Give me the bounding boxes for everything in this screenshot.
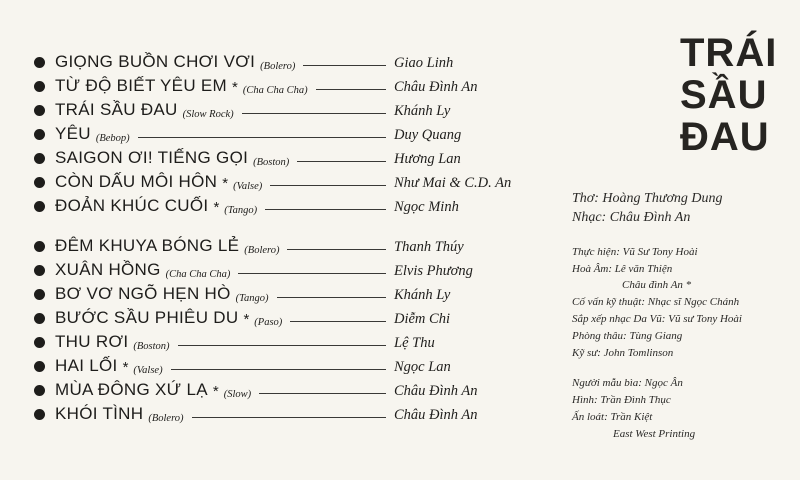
track-style: (Valse) [133, 365, 163, 376]
track-title: GIỌNG BUỒN CHƠI VƠI [55, 52, 256, 71]
track-title: CÒN DẤU MÔI HÔN [55, 172, 218, 191]
leader-line [242, 113, 386, 114]
track-artist: Lệ Thu [394, 335, 435, 351]
credit-harmony-2: Châu đình An * [622, 279, 692, 291]
track-title: MÙA ĐÔNG XỨ LẠ [55, 380, 208, 399]
track-artist: Khánh Ly [394, 103, 451, 119]
track-artist: Elvis Phương [394, 263, 473, 279]
bullet-icon [34, 153, 45, 164]
bullet-icon [34, 81, 45, 92]
track-style: (Boston) [133, 341, 170, 352]
track-style: (Cha Cha Cha) [165, 269, 231, 280]
bullet-icon [34, 129, 45, 140]
credit-harmony: Hoà Âm: Lê văn Thiện [572, 263, 673, 275]
track-style: (Slow Rock) [182, 109, 234, 120]
track-title: BƠ VƠ NGÕ HẸN HÒ [55, 284, 231, 303]
track-style: (Valse) [233, 181, 263, 192]
track-star-marker: * [122, 359, 129, 376]
track-title: TỪ ĐỘ BIẾT YÊU EM [55, 76, 228, 95]
track-style: (Bebop) [95, 133, 130, 144]
track-title: ĐÊM KHUYA BÓNG LẺ [55, 236, 240, 255]
track-row [34, 50, 534, 72]
leader-line [178, 345, 386, 346]
track-artist: Giao Linh [394, 55, 454, 71]
leader-line [297, 161, 386, 162]
credit-printing: Ấn loát: Trần Kiệt [572, 411, 653, 423]
track-artist: Châu Đình An [394, 383, 478, 399]
leader-line [303, 65, 386, 66]
album-title-line: ĐAU [680, 115, 770, 159]
credit-engineer: Kỹ sư: John Tomlinson [572, 347, 674, 359]
track-title: YÊU [55, 124, 91, 143]
bullet-icon [34, 177, 45, 188]
track-artist: Duy Quang [394, 127, 462, 143]
track-style: (Paso) [254, 317, 283, 328]
bullet-icon [34, 57, 45, 68]
leader-line [265, 209, 386, 210]
track-style: (Bolero) [244, 245, 280, 256]
track-artist: Khánh Ly [394, 287, 451, 303]
track-row [34, 378, 534, 400]
track-style: (Cha Cha Cha) [242, 85, 308, 96]
credit-studio: Phòng thâu: Tùng Giang [572, 330, 683, 342]
track-star-marker: * [212, 383, 219, 400]
track-row [34, 234, 534, 256]
credit-printer: East West Printing [613, 428, 696, 440]
leader-line [277, 297, 386, 298]
credits-block [572, 0, 800, 480]
track-row [34, 354, 534, 376]
track-style: (Slow) [223, 389, 252, 400]
leader-line [290, 321, 386, 322]
bullet-icon [34, 201, 45, 212]
track-title: XUÂN HỒNG [55, 260, 161, 279]
leader-line [287, 249, 386, 250]
track-star-marker: * [232, 79, 238, 96]
bullet-icon [34, 313, 45, 324]
leader-line [192, 417, 386, 418]
track-artist: Ngọc Minh [394, 199, 459, 215]
track-row [34, 98, 534, 120]
track-row [34, 170, 534, 192]
album-title-line: SẦU [680, 73, 768, 117]
track-star-marker: * [222, 175, 229, 192]
track-title: HAI LỐI [55, 356, 118, 375]
bullet-icon [34, 289, 45, 300]
bullet-icon [34, 385, 45, 396]
track-artist: Như Mai & C.D. An [394, 175, 512, 191]
track-style: (Tango) [235, 293, 269, 304]
track-row [34, 306, 534, 328]
track-artist: Diễm Chi [394, 311, 450, 327]
track-style: (Bolero) [148, 413, 184, 424]
track-style: (Tango) [224, 205, 258, 216]
track-row [34, 146, 534, 168]
credit-producer: Thực hiện: Vũ Sư Tony Hoài [572, 246, 698, 258]
track-style: (Boston) [253, 157, 290, 168]
track-title: TRÁI SẦU ĐAU [55, 100, 178, 119]
track-row [34, 258, 534, 280]
track-style: (Bolero) [260, 61, 296, 72]
leader-line [138, 137, 386, 138]
credit-tech-advisor: Cố vấn kỹ thuật: Nhạc sĩ Ngọc Chánh [572, 296, 740, 308]
bullet-icon [34, 361, 45, 372]
track-row [34, 122, 534, 144]
leader-line [270, 185, 386, 186]
track-title: ĐOẢN KHÚC CUỐI [55, 196, 209, 215]
track-star-marker: * [213, 199, 220, 216]
track-row [34, 330, 534, 352]
track-star-marker: * [243, 311, 250, 328]
credit-music: Nhạc: Châu Đình An [572, 210, 691, 225]
leader-line [316, 89, 386, 90]
bullet-icon [34, 105, 45, 116]
track-artist: Châu Đình An [394, 79, 478, 95]
credit-arranger: Sắp xếp nhạc Da Vũ: Vũ sư Tony Hoài [572, 313, 742, 325]
track-artist: Hương Lan [394, 151, 461, 167]
track-title: BƯỚC SẦU PHIÊU DU [55, 308, 239, 327]
track-title: KHÓI TÌNH [55, 404, 144, 423]
bullet-icon [34, 265, 45, 276]
bullet-icon [34, 241, 45, 252]
track-title: SAIGON ƠI! TIẾNG GỌI [55, 148, 249, 167]
track-row [34, 282, 534, 304]
leader-line [259, 393, 386, 394]
track-title: THU RƠI [55, 332, 129, 351]
credit-photo: Hình: Trần Đình Thục [572, 394, 671, 406]
bullet-icon [34, 337, 45, 348]
track-row [34, 402, 534, 424]
leader-line [238, 273, 386, 274]
credit-lyrics: Thơ: Hoàng Thương Dung [572, 191, 723, 206]
album-title-line: TRÁI [680, 31, 778, 75]
track-artist: Châu Đình An [394, 407, 478, 423]
leader-line [171, 369, 386, 370]
bullet-icon [34, 409, 45, 420]
track-row [34, 194, 534, 216]
track-row [34, 74, 534, 96]
credit-cover-model: Người mẫu bìa: Ngọc Ân [572, 377, 683, 389]
track-artist: Ngọc Lan [394, 359, 451, 375]
track-artist: Thanh Thúy [394, 239, 464, 255]
